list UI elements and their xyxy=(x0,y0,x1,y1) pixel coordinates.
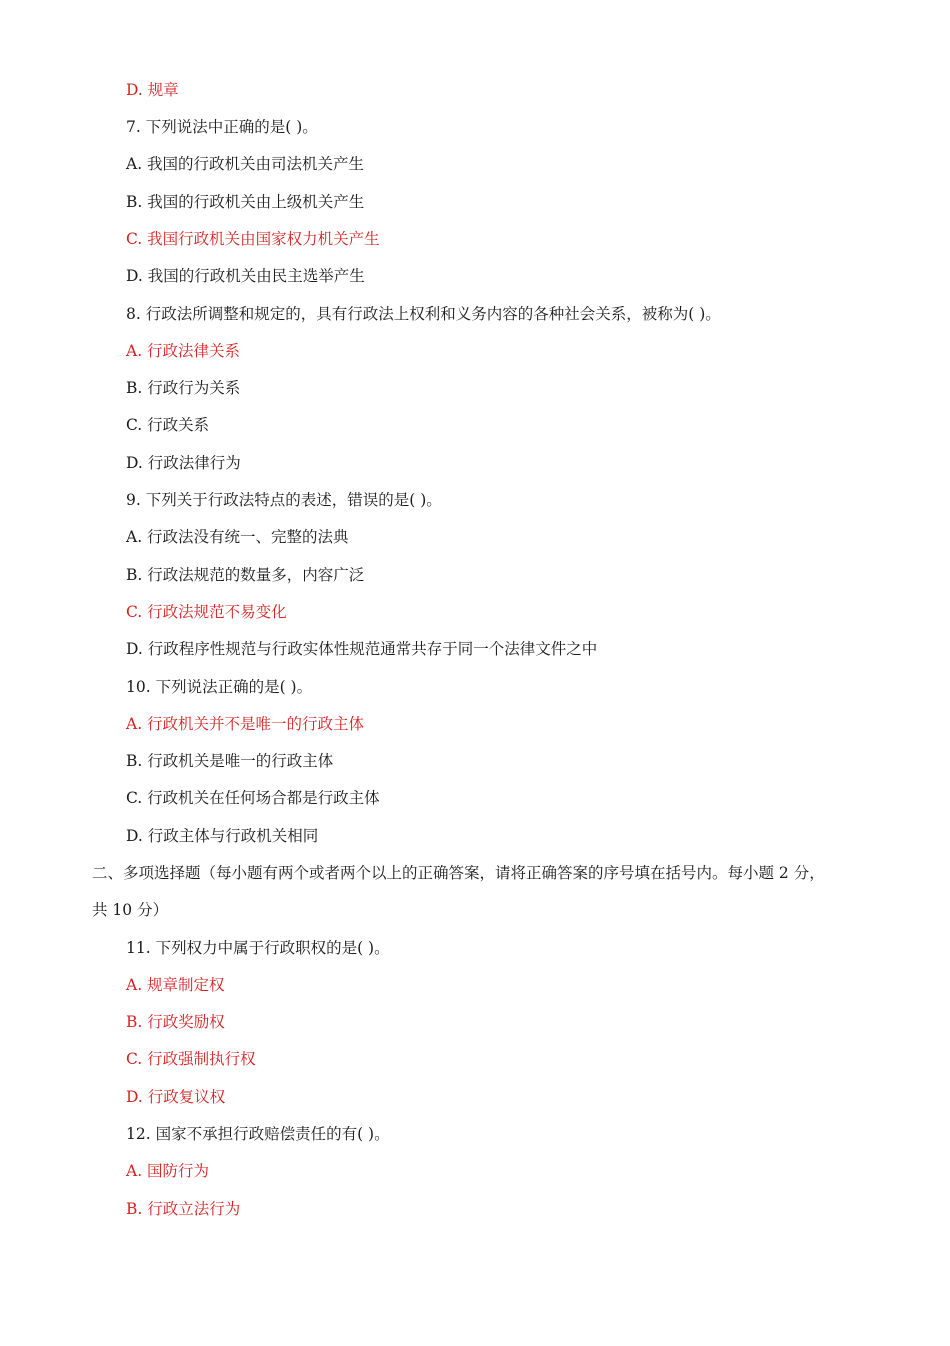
option-line: B. 我国的行政机关由上级机关产生 xyxy=(126,193,365,211)
question-12: 12. 国家不承担行政赔偿责任的有( )。 xyxy=(126,1125,390,1143)
option-line: C. 行政关系 xyxy=(126,416,210,434)
option-line: D. 我国的行政机关由民主选举产生 xyxy=(126,267,365,285)
option-line: C. 我国行政机关由国家权力机关产生 xyxy=(126,230,380,248)
section-heading: 二、多项选择题（每小题有两个或者两个以上的正确答案，请将正确答案的序号填在括号内。每小题 2 分， xyxy=(92,864,825,882)
option-line: D. 行政主体与行政机关相同 xyxy=(126,827,319,845)
option-line: B. 行政行为关系 xyxy=(126,379,241,397)
option-line: C. 行政机关在任何场合都是行政主体 xyxy=(126,789,380,807)
option-line: A. 国防行为 xyxy=(126,1162,210,1180)
option-line: B. 行政立法行为 xyxy=(126,1200,241,1218)
option-line: C. 行政强制执行权 xyxy=(126,1050,256,1068)
option-line: D. 行政复议权 xyxy=(126,1088,226,1106)
option-line: B. 行政奖励权 xyxy=(126,1013,225,1031)
question-9: 9. 下列关于行政法特点的表述，错误的是( )。 xyxy=(126,491,442,509)
question-7: 7. 下列说法中正确的是( )。 xyxy=(126,118,318,136)
option-line: A. 行政法没有统一、完整的法典 xyxy=(126,528,349,546)
option-line: D. 行政程序性规范与行政实体性规范通常共存于同一个法律文件之中 xyxy=(126,640,598,658)
option-line: C. 行政法规范不易变化 xyxy=(126,603,287,621)
option-line: A. 行政机关并不是唯一的行政主体 xyxy=(126,715,365,733)
question-10: 10. 下列说法正确的是( )。 xyxy=(126,678,313,696)
section-heading-cont: 共 10 分） xyxy=(92,901,169,919)
option-line: B. 行政机关是唯一的行政主体 xyxy=(126,752,334,770)
option-line: B. 行政法规范的数量多，内容广泛 xyxy=(126,566,365,584)
question-8: 8. 行政法所调整和规定的，具有行政法上权利和义务内容的各种社会关系，被称为( )。 xyxy=(126,305,721,323)
option-line: D. 行政法律行为 xyxy=(126,454,241,472)
answer-line: D. 规章 xyxy=(126,81,179,99)
option-line: A. 规章制定权 xyxy=(126,976,225,994)
option-line: A. 行政法律关系 xyxy=(126,342,241,360)
option-line: A. 我国的行政机关由司法机关产生 xyxy=(126,155,365,173)
question-11: 11. 下列权力中属于行政职权的是( )。 xyxy=(126,939,390,957)
